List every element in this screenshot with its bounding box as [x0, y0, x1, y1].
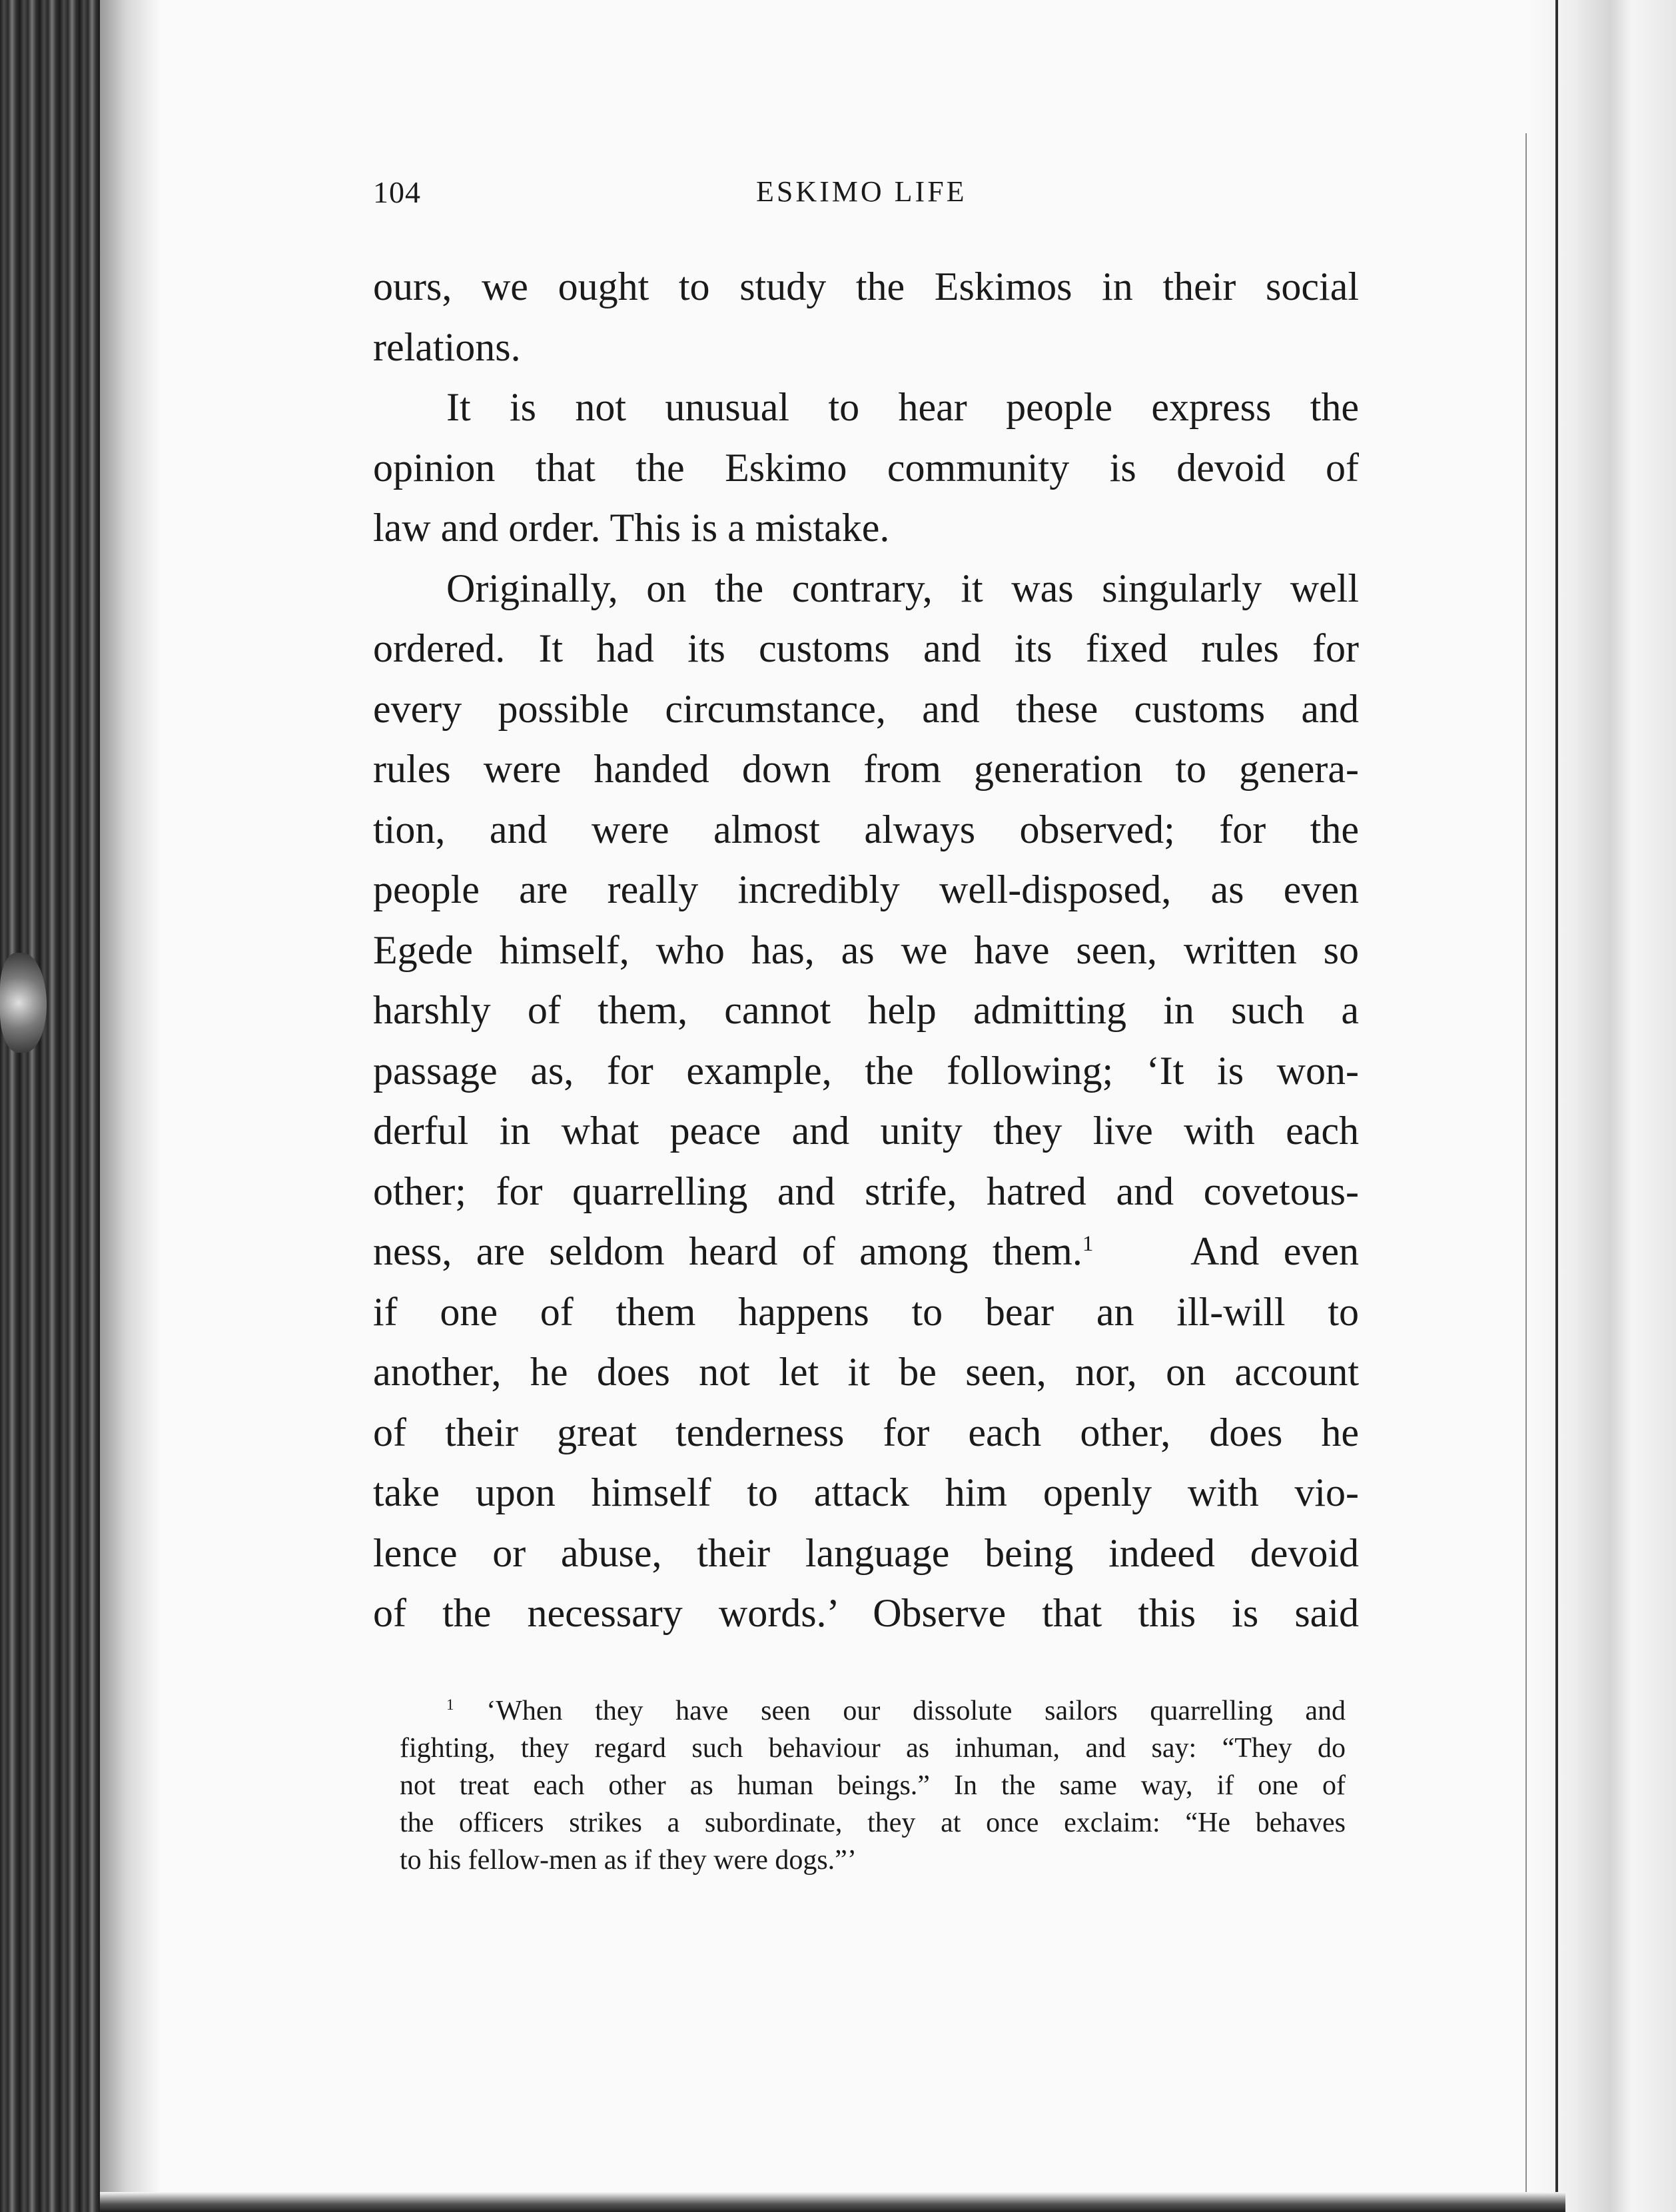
text-line: of the necessary words.’ Observe that this is said [373, 1591, 1359, 1635]
text-segment: ness, are seldom heard of among them. [373, 1229, 1082, 1273]
footnote-line: the officers strikes a subordinate, they at once exclaim: “He behaves [400, 1808, 1346, 1838]
text-line: ours, we ought to study the Eskimos in their social [373, 265, 1359, 308]
running-head: ESKIMO LIFE [756, 175, 967, 208]
footnote-reference[interactable]: 1 [1082, 1232, 1094, 1256]
text-line: It is not unusual to hear people express the [446, 385, 1359, 429]
gutter-shadow [100, 0, 160, 2212]
right-edge-line [1525, 133, 1527, 2199]
text-line: harshly of them, cannot help admitting in such a [373, 988, 1359, 1032]
body-text [373, 257, 1359, 1644]
footnote-line: to his fellow-men as if they were dogs.”’ [400, 1845, 857, 1876]
text-line: if one of them happens to bear an ill-will to [373, 1289, 1359, 1334]
text-line: another, he does not let it be seen, nor, on account [373, 1350, 1359, 1394]
text-line: take upon himself to attack him openly with vio- [373, 1470, 1359, 1514]
text-line: ordered. It had its customs and its fixed rules for [373, 626, 1359, 670]
page-blot [0, 953, 47, 1053]
text-line: derful in what peace and unity they live with each [373, 1109, 1359, 1153]
text-line: Originally, on the contrary, it was singularly well [446, 566, 1359, 610]
text-line: relations. [373, 324, 521, 369]
text-line: every possible circumstance, and these customs and [373, 686, 1359, 731]
text-line: lence or abuse, their language being indeed devoid [373, 1530, 1359, 1575]
text-line: rules were handed down from generation to genera- [373, 747, 1359, 791]
binding-gutter [0, 0, 100, 2212]
text-line: Egede himself, who has, as we have seen, written so [373, 927, 1359, 972]
footnote-line: not treat each other as human beings.” In the same way, if one of [400, 1770, 1346, 1801]
text-line: of their great tenderness for each other, does he [373, 1410, 1359, 1454]
text-line: tion, and were almost always observed; for the [373, 807, 1359, 851]
text-line: people are really incredibly well-disposed, as even [373, 867, 1359, 911]
page-number: 104 [373, 175, 421, 209]
footnote-line [400, 1692, 1346, 1730]
text-line: opinion that the Eskimo community is devoid of [373, 445, 1359, 490]
right-edge-border [1555, 0, 1558, 2212]
text-segment: And even [1190, 1229, 1360, 1273]
footnote-marker: 1 [446, 1696, 454, 1713]
footnote [400, 1692, 1346, 1879]
footnote-line: fighting, they regard such behaviour as inhuman, and say: “They do [400, 1733, 1346, 1764]
text-line: law and order. This is a mistake. [373, 506, 890, 550]
right-page-edge [1529, 0, 1676, 2212]
page-header [373, 175, 1052, 221]
text-line-with-note [373, 1221, 1359, 1282]
bottom-page-edge [100, 2192, 1565, 2212]
footnote-text: ‘When they have seen our dissolute sailors quarrelling and [486, 1696, 1346, 1726]
text-line: other; for quarrelling and strife, hatred and covetous- [373, 1169, 1359, 1213]
text-line: passage as, for example, the following; ‘It is won- [373, 1048, 1359, 1093]
